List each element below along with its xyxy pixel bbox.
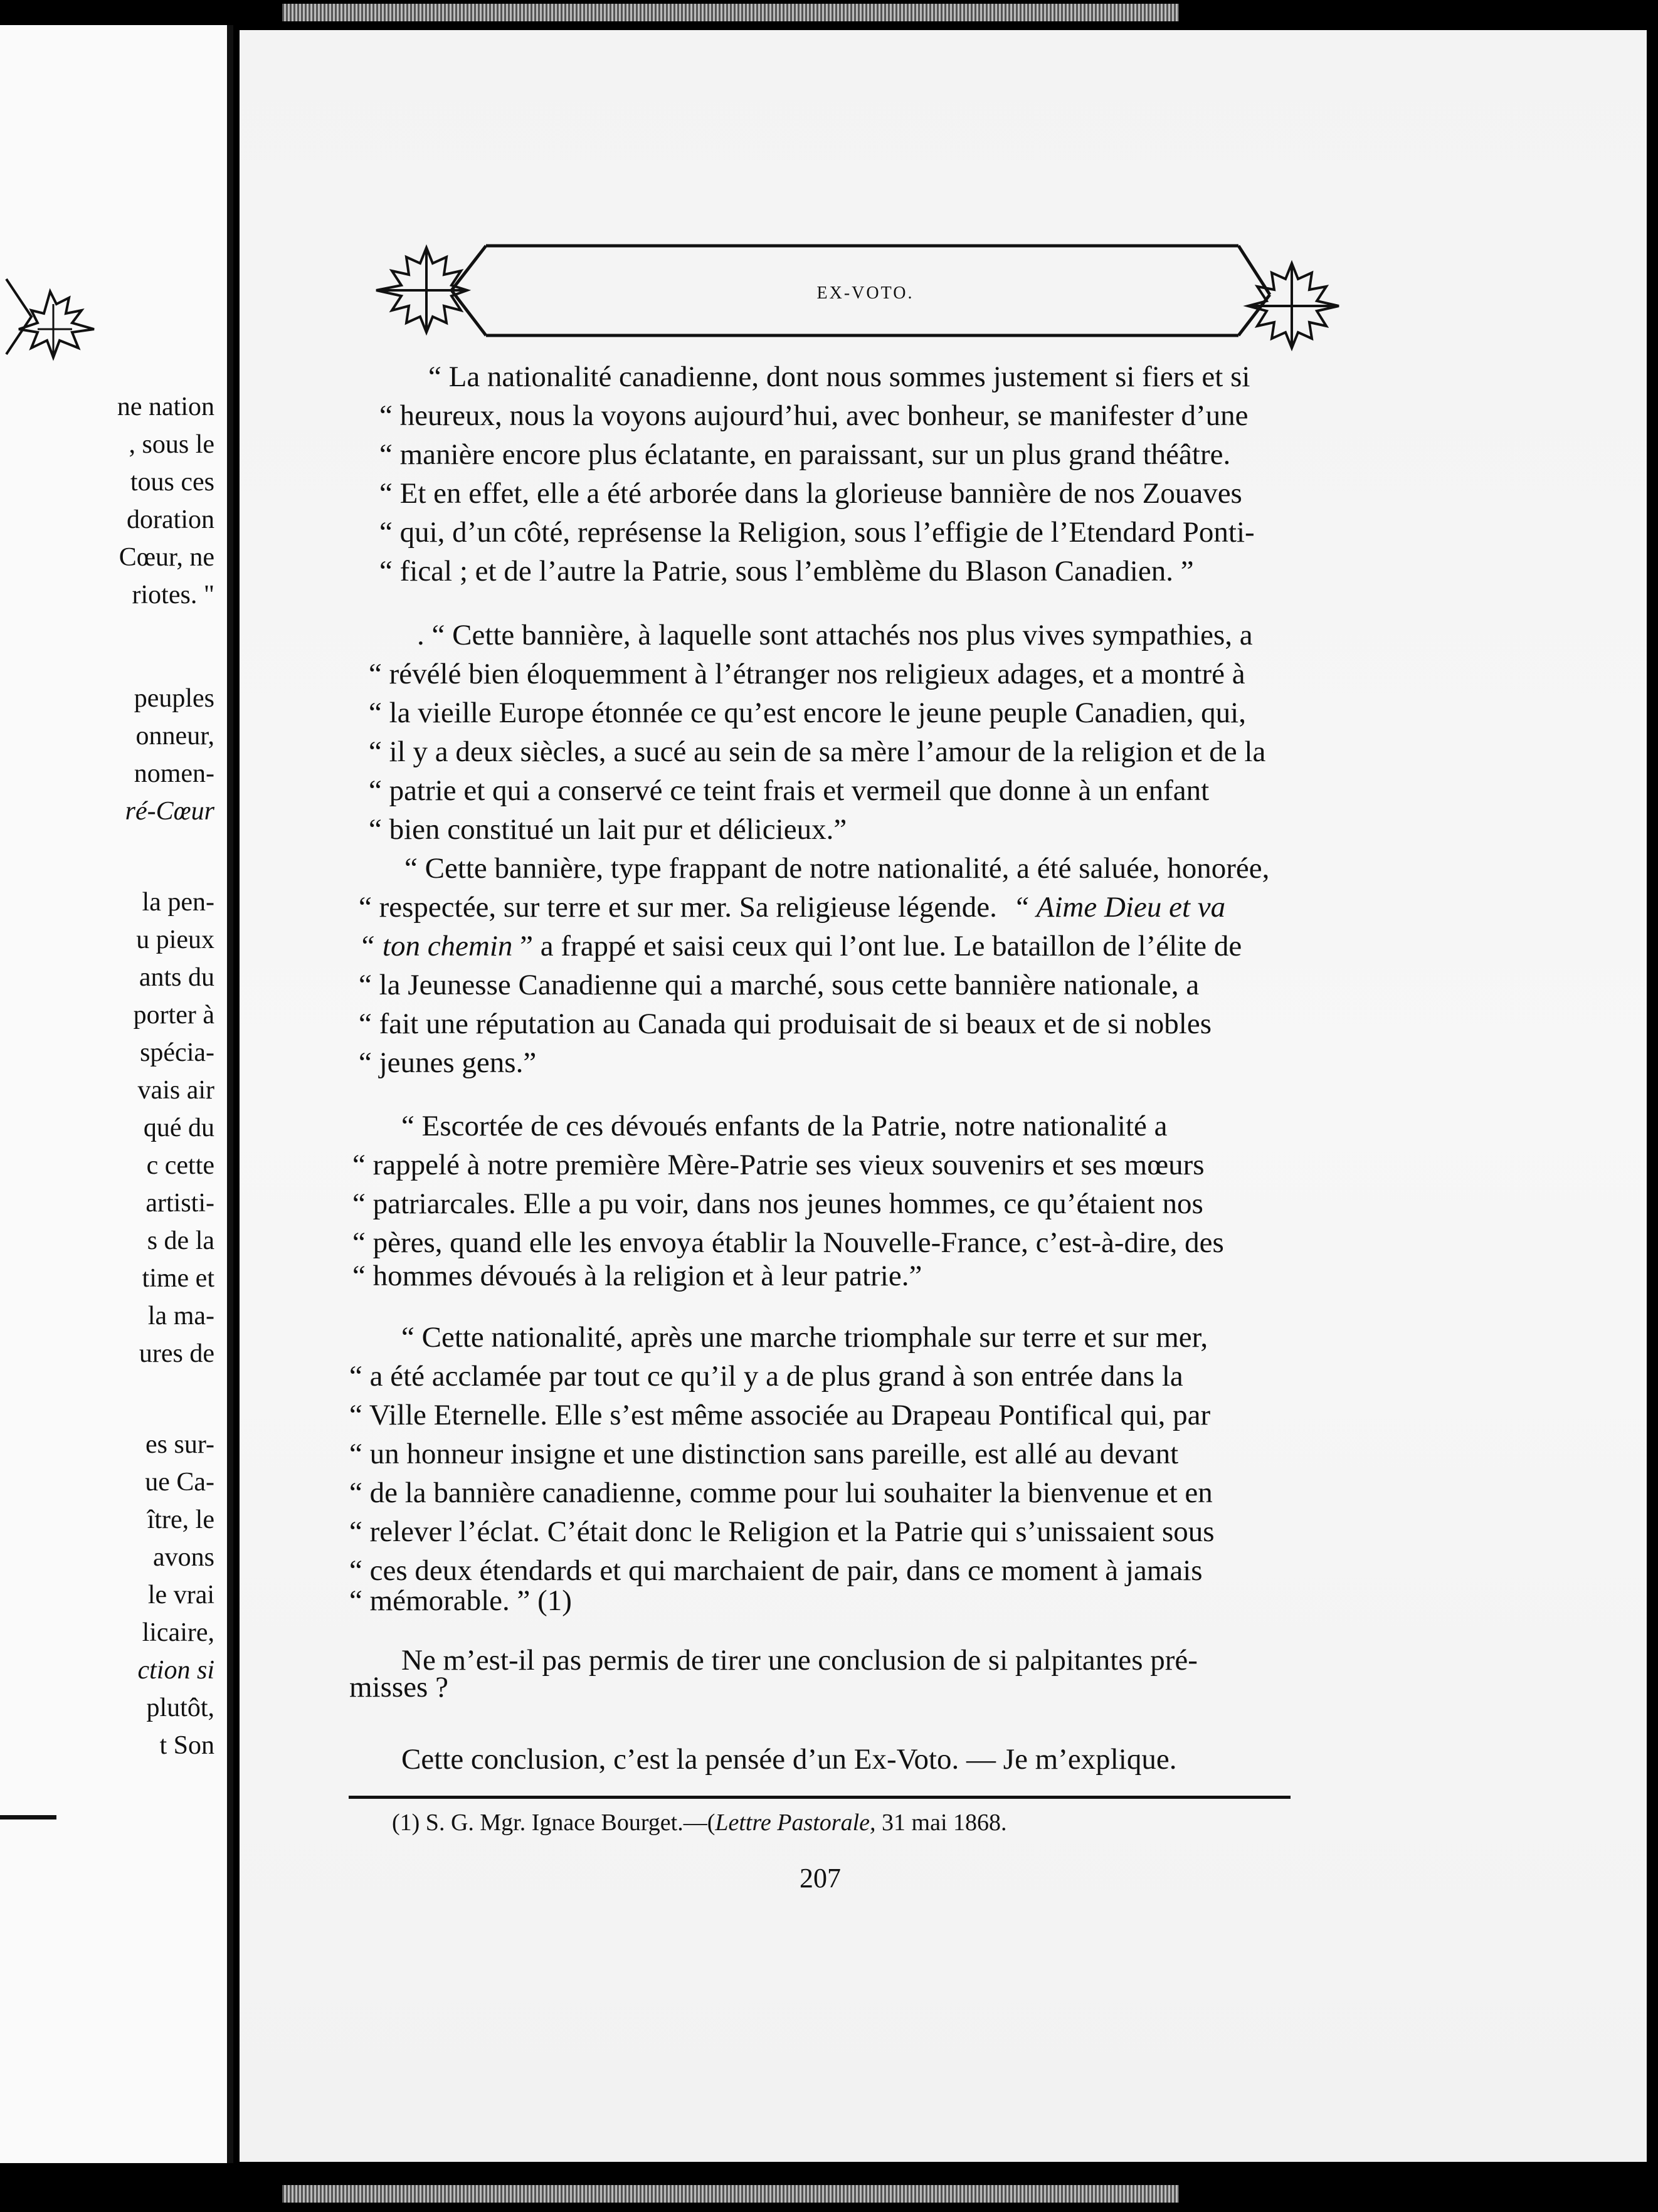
- text-line: “ fait une réputation au Canada qui produisait de si beaux et de si nobles: [359, 1008, 1212, 1040]
- left-page-line: t Son: [159, 1731, 214, 1760]
- text-line: Cette conclusion, c’est la pensée d’un Ex-Voto. — Je m’explique.: [401, 1743, 1177, 1776]
- text-span: ” a frappé et saisi ceux qui l’ont lue. Le bataillon de l’élite de: [520, 930, 1242, 962]
- binding-strip-bottom: [282, 2185, 1179, 2203]
- text-line: “ patrie et qui a conservé ce teint frais et vermeil que donne à un enfant: [369, 774, 1210, 807]
- text-line: [359, 932, 1242, 961]
- left-page-line: avons: [153, 1543, 214, 1572]
- text-line: [359, 893, 1225, 922]
- text-line: “ Cette bannière, type frappant de notre nationalité, a été saluée, honorée,: [404, 852, 1270, 885]
- page-number: 207: [800, 1863, 841, 1893]
- left-page-line: tous ces: [130, 468, 214, 497]
- footnote-rule: [349, 1796, 1291, 1799]
- text-span: “ respectée, sur terre et sur mer. Sa religieuse légende.: [359, 891, 997, 924]
- left-page-line: licaire,: [142, 1618, 214, 1647]
- text-line: “ Ville Eternelle. Elle s’est même associée au Drapeau Pontifical qui, par: [349, 1399, 1211, 1431]
- left-page-line: ants du: [139, 963, 214, 992]
- text-line: “ la vieille Europe étonnée ce qu’est encore le jeune peuple Canadien, qui,: [369, 697, 1246, 729]
- text-line: . “ Cette bannière, à laquelle sont attachés nos plus vives sympathies, a: [417, 619, 1253, 651]
- left-page-line: s de la: [147, 1226, 214, 1255]
- text-line: “ révélé bien éloquemment à l’étranger nos religieux adages, et a montré à: [369, 658, 1245, 690]
- left-page-line: spécia-: [140, 1038, 214, 1067]
- text-line: “ bien constitué un lait pur et délicieux.”: [369, 813, 847, 846]
- left-page-line: ître, le: [147, 1505, 214, 1534]
- text-line: Ne m’est-il pas permis de tirer une conclusion de si palpitantes pré-: [401, 1644, 1198, 1677]
- text-line: “ il y a deux siècles, a sucé au sein de sa mère l’amour de la religion et de la: [369, 735, 1266, 768]
- text-line: “ manière encore plus éclatante, en paraissant, sur un plus grand théâtre.: [379, 438, 1231, 471]
- text-line: “ un honneur insigne et une distinction sans pareille, est allé au devant: [349, 1438, 1179, 1470]
- footnote-prefix: (1) S. G. Mgr. Ignace Bourget.—(: [392, 1809, 715, 1836]
- text-line: “ fical ; et de l’autre la Patrie, sous l’emblème du Blason Canadien. ”: [379, 555, 1194, 587]
- text-line: “ hommes dévoués à la religion et à leur patrie.”: [352, 1260, 922, 1292]
- left-page-line: le vrai: [147, 1581, 214, 1609]
- left-page-line: time et: [142, 1264, 214, 1293]
- text-line: “ a été acclamée par tout ce qu’il y a de plus grand à son entrée dans la: [349, 1360, 1183, 1393]
- text-line: “ rappelé à notre première Mère-Patrie ses vieux souvenirs et ses mœurs: [352, 1149, 1205, 1181]
- left-page-line: riotes. ": [132, 581, 214, 609]
- text-line: “ ces deux étendards et qui marchaient de pair, dans ce moment à jamais: [349, 1554, 1203, 1587]
- left-page-line: Cœur, ne: [119, 543, 214, 572]
- text-line: “ Escortée de ces dévoués enfants de la Patrie, notre nationalité a: [401, 1110, 1168, 1142]
- left-page-line: ré-Cœur: [125, 797, 214, 826]
- left-page-line: la ma-: [147, 1302, 214, 1330]
- text-line: “ qui, d’un côté, représense la Religion, sous l’effigie de l’Etendard Ponti-: [379, 516, 1255, 549]
- text-line: misses ?: [349, 1671, 448, 1704]
- left-page-line: nomen-: [134, 759, 214, 788]
- text-line: “ relever l’éclat. C’était donc le Religion et la Patrie qui s’unissaient sous: [349, 1515, 1215, 1548]
- left-page-rule: [0, 1815, 56, 1820]
- left-page-line: onneur,: [135, 722, 214, 750]
- text-line: “ mémorable. ” (1): [349, 1584, 572, 1617]
- text-line: “ Et en effet, elle a été arborée dans la glorieuse bannière de nos Zouaves: [379, 477, 1242, 510]
- footnote-suffix: 31 mai 1868.: [875, 1809, 1007, 1836]
- right-maple-leaf-icon: [1248, 263, 1339, 348]
- quote-italic-span: “ ton chemin: [359, 930, 513, 962]
- footnote-italic: Lettre Pastorale,: [715, 1809, 876, 1836]
- text-line: “ pères, quand elle les envoya établir la Nouvelle-France, c’est-à-dire, des: [352, 1226, 1224, 1259]
- left-page-line: ne nation: [117, 392, 214, 421]
- running-title: EX-VOTO.: [816, 283, 914, 303]
- left-page-line: ction si: [137, 1656, 214, 1685]
- footnote: [392, 1809, 1007, 1836]
- page-header: [0, 0, 1658, 351]
- left-page-line: porter à: [133, 1001, 214, 1030]
- left-page-line: artisti-: [145, 1189, 214, 1218]
- left-page-line: qué du: [143, 1114, 214, 1142]
- left-page-line: c cette: [146, 1151, 214, 1180]
- text-line: “ de la bannière canadienne, comme pour lui souhaiter la bienvenue et en: [349, 1477, 1213, 1509]
- text-line: “ heureux, nous la voyons aujourd’hui, avec bonheur, se manifester d’une: [379, 399, 1249, 432]
- text-line: “ patriarcales. Elle a pu voir, dans nos jeunes hommes, ce qu’étaient nos: [352, 1188, 1203, 1220]
- text-line: “ La nationalité canadienne, dont nous sommes justement si fiers et si: [428, 361, 1250, 393]
- left-page-line: plutôt,: [146, 1693, 214, 1722]
- text-line: “ Cette nationalité, après une marche triomphale sur terre et sur mer,: [401, 1321, 1208, 1354]
- left-page-line: ue Ca-: [145, 1468, 214, 1497]
- text-line: “ jeunes gens.”: [359, 1046, 537, 1079]
- left-page-line: ures de: [139, 1339, 214, 1368]
- left-page-line: vais air: [137, 1076, 214, 1105]
- quote-italic-span: “ Aime Dieu et va: [1013, 891, 1226, 924]
- left-page-line: la pen-: [142, 888, 214, 917]
- text-line: “ la Jeunesse Canadienne qui a marché, sous cette bannière nationale, a: [359, 969, 1200, 1001]
- left-page-line: peuples: [134, 684, 214, 713]
- left-page-line: , sous le: [129, 430, 214, 459]
- left-page-line: doration: [127, 505, 214, 534]
- left-page-line: u pieux: [136, 925, 214, 954]
- left-page-line: es sur-: [145, 1430, 214, 1459]
- left-maple-leaf-icon: [376, 248, 467, 332]
